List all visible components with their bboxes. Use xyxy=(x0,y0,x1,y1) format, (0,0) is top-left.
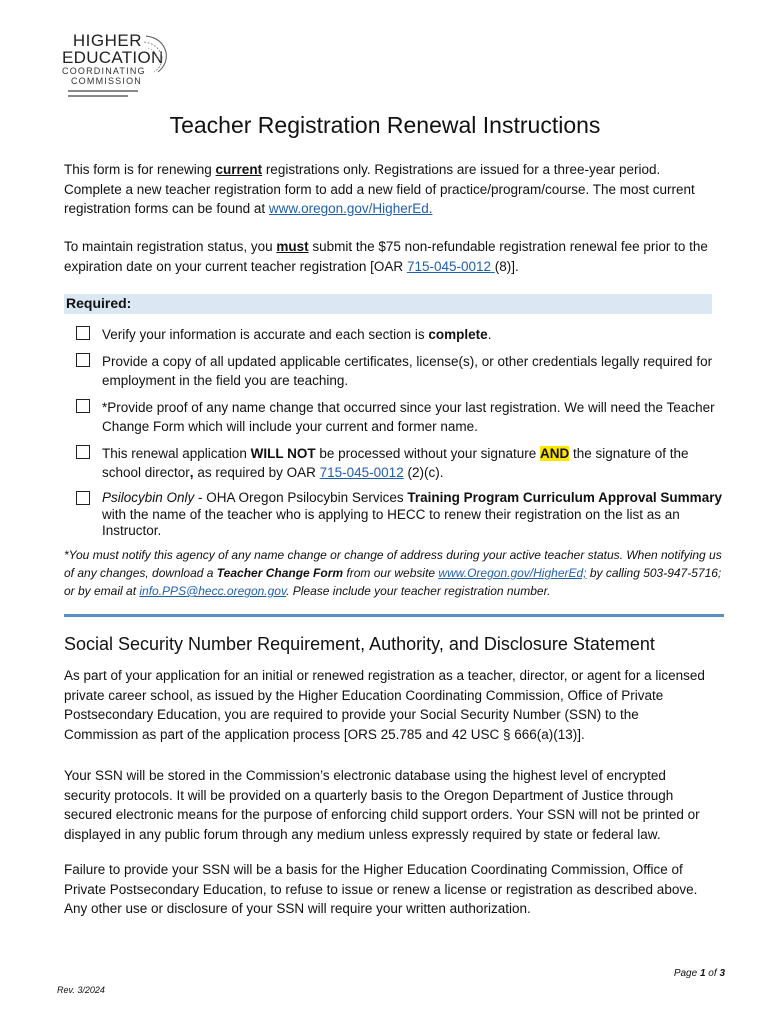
oar-2c-link[interactable]: 715-045-0012 xyxy=(319,465,404,480)
checkbox[interactable] xyxy=(76,353,90,367)
fee-paragraph: To maintain registration status, you must submit the $75 non-refundable registration renewal fee prior to the expiration date on your current teacher registration [OAR 715-045-0012 (8)]. xyxy=(64,239,708,274)
ssn-paragraph-1: As part of your application for an initial or renewed registration as a teacher, director, or agent for a licensed private career school, as issued by the Higher Education Coordinating Commission, Office of Private Postsecondary Education, you are required to provide your Social Security Number (SSN) to the Commission as part of the application process [ORS 25.785 and 42 USC § 666(a)(13)]. xyxy=(64,668,705,742)
higher-ed-link[interactable]: www.oregon.gov/HigherEd. xyxy=(268,201,433,216)
logo-line-1: HIGHER xyxy=(72,31,142,50)
checkbox[interactable] xyxy=(76,399,90,413)
logo-line-3: COORDINATING xyxy=(62,66,146,76)
ssn-paragraph-2: Your SSN will be stored in the Commission’s electronic database using the highest level of encrypted security protocols. It will be provided on a quarterly basis to the Oregon Department of Justice through secured electronic means for the purpose of enforcing child support orders. Your SSN will not be printed or displayed in any public forum through any medium unless expressly required by state or federal law. xyxy=(64,768,700,842)
required-label: Required: xyxy=(66,295,132,311)
oar-link[interactable]: 715-045-0012 xyxy=(406,258,495,274)
required-header xyxy=(64,294,712,314)
page-number: Page 1 of 3 xyxy=(673,968,725,979)
logo-subtext-lines xyxy=(68,90,146,100)
logo-line-2: EDUCATION xyxy=(62,48,164,67)
checkbox[interactable] xyxy=(76,491,90,505)
section-divider xyxy=(64,614,724,617)
logo-mark-icon xyxy=(142,34,170,74)
notification-note: *You must notify this agency of any name change or change of address during your active teacher status. When notifying us of any changes, download a Teacher Change Form from our website www.Oregon.gov/HigherEd; by calling 503-947-5716; or by email at info.PPS@hecc.oregon.gov. Please include your teacher registration number. xyxy=(64,548,722,598)
oregon-higher-ed-link[interactable]: www.Oregon.gov/HigherEd; xyxy=(438,566,587,580)
hecc-logo xyxy=(62,32,182,102)
revision-date: Rev. 3/2024 xyxy=(57,985,105,995)
checkbox[interactable] xyxy=(76,326,90,340)
ssn-heading: Social Security Number Requirement, Authority, and Disclosure Statement xyxy=(64,634,655,654)
checkbox[interactable] xyxy=(76,445,90,459)
logo-line-4: COMMISSION xyxy=(70,76,142,86)
intro-paragraph: This form is for renewing current registrations only. Registrations are issued for a three-year period. Complete a new teacher registration form to add a new field of practice/program/course. The most current registration forms can be found at www.oregon.gov/HigherEd. xyxy=(64,162,695,216)
email-link[interactable]: info.PPS@hecc.oregon.gov xyxy=(139,584,287,598)
page-title: Teacher Registration Renewal Instructions xyxy=(169,112,601,138)
ssn-paragraph-3: Failure to provide your SSN will be a basis for the Higher Education Coordinating Commission, Office of Private Postsecondary Education, to refuse to issue or renew a license or registration as described above. Any other use or disclosure of your SSN will require your written authorization. xyxy=(64,862,698,916)
